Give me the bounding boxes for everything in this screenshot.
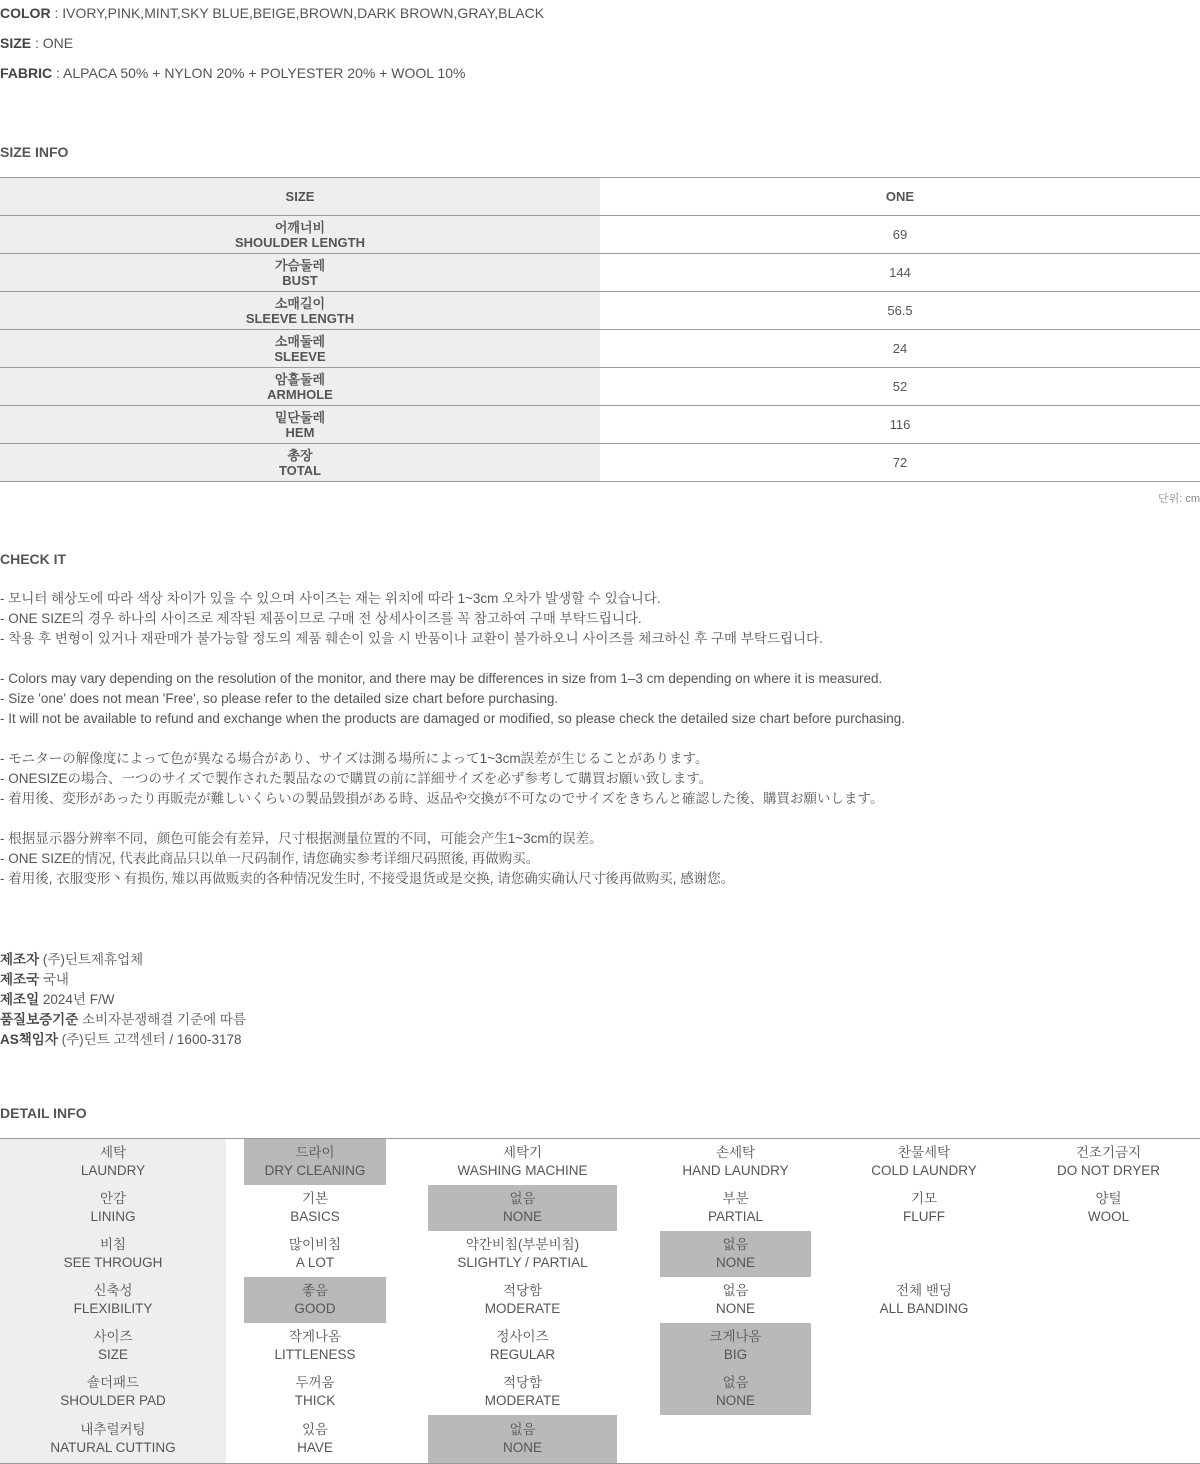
detail-option: 양털 WOOL (1087, 1191, 1130, 1224)
detail-option: 약간비침(부분비침) SLIGHTLY / PARTIAL (457, 1237, 588, 1270)
size-row (0, 330, 1200, 368)
detail-row-label: 안감 LINING (90, 1191, 136, 1224)
detail-option: 많이비침 A LOT (288, 1237, 342, 1270)
check-line: - 着用後, 衣服变形丶有损伤, 雉以再做贩卖的各种情况发生时, 不接受退货或是交换, 请您确实确认尺寸後再做购买, 感谢您。 (0, 871, 735, 886)
detail-option: 전체 밴딩 ALL BANDING (879, 1283, 969, 1316)
detail-option-selected: 없음 NONE (428, 1185, 617, 1231)
size-row (0, 368, 1200, 406)
size-row (0, 216, 1200, 254)
check-zh (0, 829, 734, 889)
size-label: SIZE (0, 35, 32, 51)
unit-note: 단위: cm (1157, 493, 1200, 505)
detail-option: 세탁기 WASHING MACHINE (457, 1145, 588, 1178)
size-table-header (0, 178, 1200, 216)
check-line: - モニターの解像度によって色が異なる場合があり、サイズは測る場所によって1~3cm誤差が生じることがあります。 (0, 751, 709, 766)
check-line: - 根据显示器分辨率不同，颜色可能会有差异，尺寸根据测量位置的不同，可能会产生1~3cm的误差。 (0, 831, 603, 846)
color-label: COLOR (0, 5, 51, 21)
size-row-value: 116 (889, 417, 911, 432)
color-value: : IVORY,PINK,MINT,SKY BLUE,BEIGE,BROWN,DARK BROWN,GRAY,BLACK (50, 5, 545, 21)
detail-option-selected: 없음 NONE (660, 1231, 811, 1277)
detail-option: 적당함 MODERATE (484, 1283, 561, 1316)
check-line: - 착용 후 변형이 있거나 재판매가 불가능할 정도의 제품 훼손이 있을 시 반품이나 교환이 불가하오니 사이즈를 체크하신 후 구매 부탁드립니다. (0, 631, 823, 646)
detail-option: 없음 NONE (715, 1283, 755, 1316)
size-row-value: 52 (892, 379, 908, 394)
size-row (0, 444, 1200, 482)
check-ja (0, 749, 883, 809)
size-row-label: 어깨너비 SHOULDER LENGTH (0, 216, 600, 253)
detail-row-label: 비침 SEE THROUGH (63, 1237, 163, 1270)
detail-option: 부분 PARTIAL (707, 1191, 764, 1224)
detail-row-label: 숄더패드 SHOULDER PAD (60, 1375, 166, 1408)
size-info-title: SIZE INFO (0, 144, 69, 160)
size-row-value: 24 (892, 341, 908, 356)
size-row-value: 72 (892, 455, 908, 470)
size-header-value: ONE (885, 189, 915, 204)
detail-table (0, 1138, 1200, 1464)
detail-option-selected: 없음 NONE (428, 1415, 617, 1463)
fabric-value: : ALPACA 50% + NYLON 20% + POLYESTER 20% + WOOL 10% (52, 65, 466, 81)
maker-info (0, 950, 246, 1050)
fabric-label: FABRIC (0, 65, 53, 81)
detail-row-label: 세탁 LAUNDRY (80, 1145, 146, 1178)
detail-option: 손세탁 HAND LAUNDRY (682, 1145, 789, 1178)
size-row (0, 254, 1200, 292)
detail-option: 기본 BASICS (290, 1191, 340, 1224)
check-it-title: CHECK IT (0, 551, 67, 567)
detail-option: 작게나옴 LITTLENESS (274, 1329, 356, 1362)
check-line: - Size 'one' does not mean 'Free', so please refer to the detailed size chart before purchasing. (0, 691, 559, 706)
size-row-label: 밑단둘레 HEM (0, 406, 600, 443)
check-ko (0, 589, 823, 649)
detail-option-selected: 좋음 GOOD (244, 1277, 386, 1323)
detail-option: 적당함 MODERATE (484, 1375, 561, 1408)
size-line (0, 35, 73, 51)
detail-info-title: DETAIL INFO (0, 1105, 87, 1121)
size-row-label: 총장 TOTAL (0, 444, 600, 481)
check-line: - ONESIZEの場合、一つのサイズで製作された製品なので購買の前に詳細サイズを必ず参考して購買お願い致します。 (0, 771, 713, 786)
color-line (0, 5, 544, 21)
size-row (0, 292, 1200, 330)
check-line: - It will not be available to refund and exchange when the products are damaged or modified, so please check the detailed size chart before purchasing. (0, 711, 906, 726)
detail-option-selected: 없음 NONE (660, 1369, 811, 1415)
size-row-label: 소매길이 SLEEVE LENGTH (0, 292, 600, 329)
size-value: : ONE (31, 35, 74, 51)
check-line: - ONE SIZE의 경우 하나의 사이즈로 제작된 제품이므로 구매 전 상세사이즈를 꼭 참고하여 구매 부탁드립니다. (0, 611, 642, 626)
fabric-line (0, 65, 465, 81)
size-row-label: 가슴둘레 BUST (0, 254, 600, 291)
check-line: - 모니터 해상도에 따라 색상 차이가 있을 수 있으며 사이즈는 재는 위치에 따라 1~3cm 오차가 발생할 수 있습니다. (0, 591, 661, 606)
detail-row-label: 신축성 FLEXIBILITY (73, 1283, 153, 1316)
detail-row-label: 내추럴커팅 NATURAL CUTTING (50, 1422, 176, 1455)
detail-option-selected: 드라이 DRY CLEANING (244, 1139, 386, 1185)
size-header-label: SIZE (0, 178, 600, 215)
check-en (0, 669, 905, 729)
maker-line: 제조국 국내 (0, 972, 69, 987)
size-table (0, 177, 1200, 482)
maker-line: 제조자 (주)딘트제휴업체 (0, 952, 144, 967)
maker-line: 품질보증기준 소비자분쟁해결 기준에 따름 (0, 1012, 246, 1027)
detail-option-selected: 크게나옴 BIG (660, 1323, 811, 1369)
detail-option: 있음 HAVE (297, 1422, 333, 1455)
size-row-label: 소매둘레 SLEEVE (0, 330, 600, 367)
size-row-value: 56.5 (887, 303, 913, 318)
check-line: - 着用後、変形があったり再販売が難しいくらいの製品毀損がある時、返品や交換が不可なのでサイズをきちんと確認した後、購買お願いします。 (0, 791, 884, 806)
detail-option: 정사이즈 REGULAR (489, 1329, 556, 1362)
size-row-value: 144 (889, 265, 911, 280)
check-line: - ONE SIZE的情况, 代表此商品只以单一尺码制作, 请您确实参考详细尺码照後, 再做购买。 (0, 851, 540, 866)
detail-option: 찬물세탁 COLD LAUNDRY (871, 1145, 977, 1178)
size-row (0, 406, 1200, 444)
check-line: - Colors may vary depending on the resolution of the monitor, and there may be differences in size from 1–3 cm depending on where it is measured. (0, 671, 883, 686)
size-row-value: 69 (892, 227, 908, 242)
maker-line: 제조일 2024년 F/W (0, 992, 115, 1007)
detail-option: 건조기금지 DO NOT DRYER (1056, 1145, 1161, 1178)
detail-option: 두꺼움 THICK (294, 1375, 336, 1408)
detail-option: 기모 FLUFF (903, 1191, 945, 1224)
detail-row-label: 사이즈 SIZE (93, 1329, 133, 1362)
maker-line: AS책임자 (주)딘트 고객센터 / 1600-3178 (0, 1032, 242, 1047)
size-row-label: 암홀둘레 ARMHOLE (0, 368, 600, 405)
